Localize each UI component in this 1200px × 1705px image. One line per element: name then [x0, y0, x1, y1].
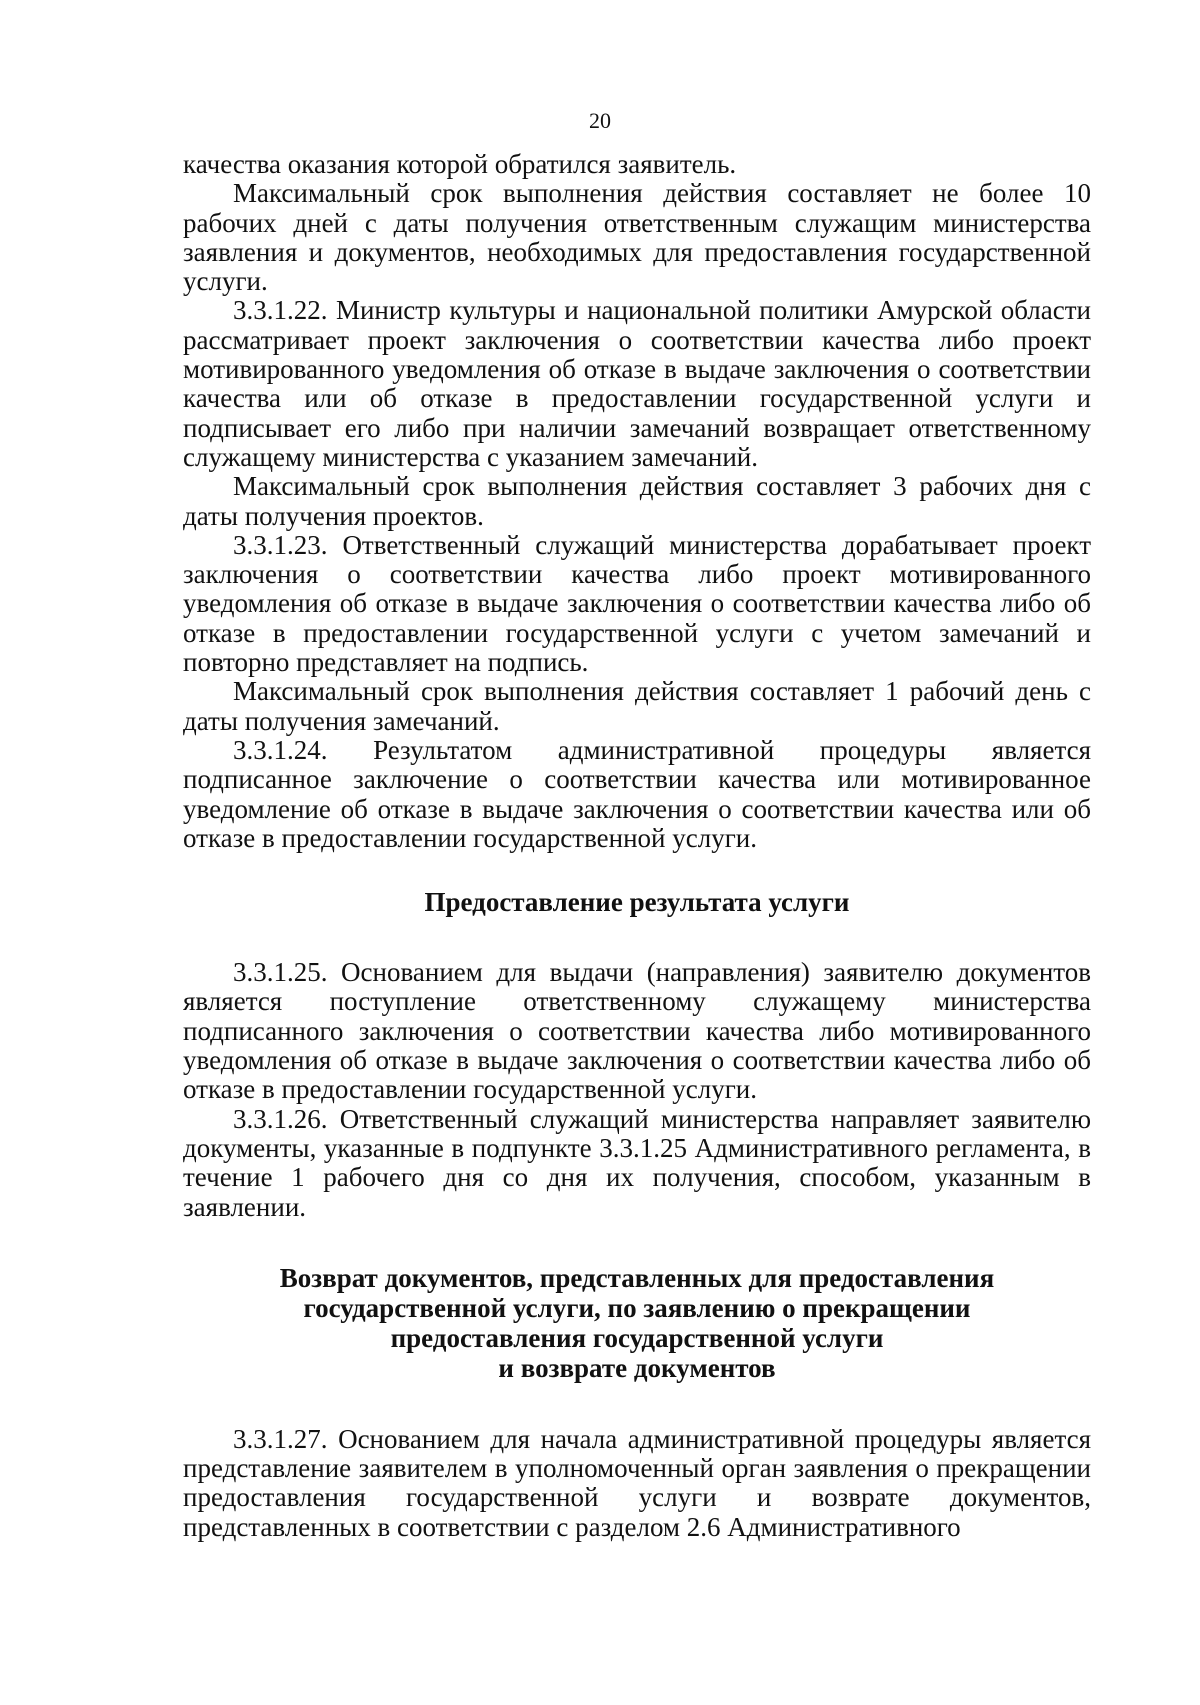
- heading-line: предоставления государственной услуги: [390, 1322, 884, 1353]
- paragraph-3-3-1-24: 3.3.1.24. Результатом административной процедуры является подписанное заключение о соответствии качества или мотивированное уведомление об отказе в выдаче заключения о соответствии качества или об отказе в предоставлении государственной услуги.: [183, 734, 1091, 853]
- heading-line: государственной услуги, по заявлению о прекращении: [303, 1292, 971, 1323]
- paragraph-deadline-1-day: Максимальный срок выполнения действия составляет 1 рабочий день с даты получения замечаний.: [183, 676, 1091, 736]
- paragraph-3-3-1-25: 3.3.1.25. Основанием для выдачи (направления) заявителю документов является поступление ответственному служащему министерства подписанного заключения о соответствии качества либо мотивированного уведомления об отказе в выдаче заключения о соответствии качества либо об отказе в предоставлении государственной услуги.: [183, 957, 1091, 1105]
- document-body: [183, 150, 1091, 1542]
- heading-line: и возврате документов: [498, 1352, 776, 1383]
- paragraph-3-3-1-26: 3.3.1.26. Ответственный служащий министерства направляет заявителю документы, указанные в подпункте 3.3.1.25 Административного регламента, в течение 1 рабочего дня со дня их получения, способом, указанным в заявлении.: [183, 1103, 1091, 1222]
- heading-line: Возврат документов, представленных для предоставления: [279, 1262, 995, 1293]
- page-number: 20: [589, 108, 611, 133]
- paragraph-3-3-1-22: 3.3.1.22. Министр культуры и национальной политики Амурской области рассматривает проект заключения о соответствии качества либо проект мотивированного уведомления об отказе в выдаче заключения о соответствии качества или об отказе в предоставлении государственной услуги и подписывает его либо при наличии замечаний возвращает ответственному служащему министерства с указанием замечаний.: [183, 295, 1091, 472]
- section-heading-return-documents: [183, 1263, 1091, 1383]
- paragraph-deadline-3-days: Максимальный срок выполнения действия составляет 3 рабочих дня с даты получения проектов.: [183, 471, 1091, 531]
- paragraph-3-3-1-23: 3.3.1.23. Ответственный служащий министерства дорабатывает проект заключения о соответствии качества либо проект мотивированного уведомления об отказе в выдаче заключения о соответствии качества либо об отказе в предоставлении государственной услуги с учетом замечаний и повторно представляет на подпись.: [183, 529, 1091, 678]
- paragraph-continuation: качества оказания которой обратился заявитель.: [183, 149, 737, 179]
- paragraph-3-3-1-27: 3.3.1.27. Основанием для начала административной процедуры является представление заявителем в уполномоченный орган заявления о прекращении предоставления государственной услуги и возврате документов, представленных в соответствии с разделом 2.6 Административного: [183, 1423, 1091, 1542]
- section-heading-result: Предоставление результата услуги: [424, 887, 850, 918]
- paragraph-deadline-10-days: Максимальный срок выполнения действия составляет не более 10 рабочих дней с даты получения ответственным служащим министерства заявления и документов, необходимых для предоставления государственной услуги.: [183, 178, 1091, 297]
